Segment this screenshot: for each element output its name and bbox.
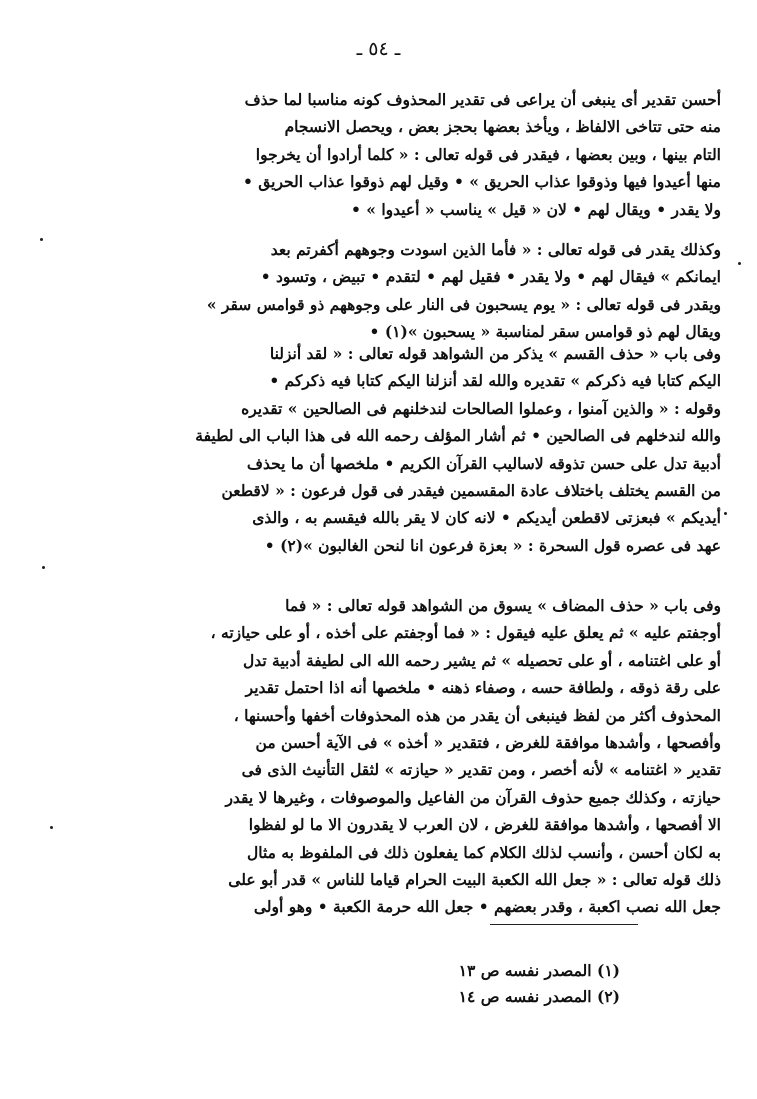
footnote-2: (٢) المصدر نفسه ص ١٤ — [458, 987, 620, 1006]
footnotes — [300, 958, 620, 1010]
text-line: حيازته ، وكذلك جميع حذوف القرآن من الفاعيل والموصوفات ، وغيرها لا يقدر — [225, 787, 721, 807]
scan-speck — [50, 826, 53, 829]
text-line: أدبية تدل على حسن تذوقه لاساليب القرآن الكريم • ملخصها أن ما يحذف — [246, 453, 721, 473]
text-line: ايمانكم » فيقال لهم • ولا يقدر • فقيل لهم • لتقدم • تبيض ، وتسود • — [260, 267, 721, 287]
page-number: ـ ٥٤ ـ — [356, 38, 401, 60]
text-line: ولا يقدر • ويقال لهم • لان « قيل » يناسب « أعيدوا » • — [350, 199, 721, 219]
text-line: وكذلك يقدر فى قوله تعالى : « فأما الذين اسودت وجوههم أكفرتم بعد — [270, 240, 721, 259]
paragraph-1 — [96, 86, 721, 223]
text-line: ذلك قوله تعالى : « جعل الله الكعبة البيت الحرام قياما للناس » قدر أبو على — [228, 870, 721, 890]
paragraph-3 — [96, 340, 721, 559]
footnote-1: (١) المصدر نفسه ص ١٣ — [458, 961, 620, 980]
text-line: أحسن تقدير أى ينبغى أن يراعى فى تقدير المحذوف كونه مناسبا لما حذف — [244, 90, 721, 109]
scan-speck — [40, 238, 43, 241]
text-line: أوجفتم عليه » ثم يعلق عليه فيقول : « فما أوجفتم على أخذه ، أو على حيازته ، — [210, 623, 721, 643]
scan-speck — [42, 566, 45, 569]
paragraph-4 — [96, 592, 721, 921]
text-line: وقوله : « والذين آمنوا ، وعملوا الصالحات لندخلنهم فى الصالحين » تقديره — [241, 398, 721, 418]
text-line: على رقة ذوقه ، ولطافة حسه ، وصفاء ذهنه • ملخصها أنه اذا احتمل تقدير — [245, 678, 721, 698]
text-line: به لكان أحسن ، وأنسب لذلك الكلام كما يفعلون ذلك فى الملفوظ به مثال — [246, 842, 721, 862]
text-line: منها أعيدوا فيها وذوقوا عذاب الحريق » • وقيل لهم ذوقوا عذاب الحريق • — [242, 172, 721, 192]
text-line: والله لندخلهم فى الصالحين • ثم أشار المؤلف رحمه الله فى هذا الباب الى لطيفة — [195, 426, 721, 446]
scan-speck — [738, 262, 741, 265]
paragraph-2 — [96, 236, 721, 346]
text-line: أو على اغتنامه ، أو على تحصيله » ثم يشير رحمه الله الى لطيفة أدبية تدل — [242, 650, 721, 670]
text-line: من القسم يختلف باختلاف عادة المقسمين فيقدر فى قول فرعون : « لاقطعن — [221, 481, 721, 501]
text-line: ويقدر فى قوله تعالى : « يوم يسحبون فى النار على وجوههم ذو قوامس سقر » — [206, 294, 721, 314]
scan-speck — [724, 512, 727, 515]
text-line: المحذوف أكثر من لفظ فينبغى أن يقدر من هذه المحذوفات أخفها وأحسنها ، — [233, 705, 721, 725]
text-line: الا أفصحها ، وأشدها موافقة للغرض ، لان العرب لا يقدرون الا ما لو لفظوا — [248, 815, 721, 835]
text-line: أيديكم » فبعزتى لاقطعن أيديكم • لانه كان لا يقر بالله فيقسم به ، والذى — [252, 508, 721, 528]
text-line: وفى باب « حذف المضاف » يسوق من الشواهد قوله تعالى : « فما — [285, 596, 721, 615]
text-line: وفى باب « حذف القسم » يذكر من الشواهد قوله تعالى : « لقد أنزلنا — [269, 344, 721, 363]
text-line: وأفصحها ، وأشدها موافقة للغرض ، فتقدير « أخذه » فى الآية أحسن من — [255, 733, 721, 753]
text-line: اليكم كتابا فيه ذكركم » تقديره والله لقد أنزلنا اليكم كتابا فيه ذكركم • — [269, 371, 721, 391]
text-line: جعل الله نصب اكعبة ، وقدر بعضهم • جعل الله حرمة الكعبة • وهو أولى — [253, 897, 721, 917]
text-line: التام بينها ، وبين بعضها ، فيقدر فى قوله تعالى : « كلما أرادوا أن يخرجوا — [255, 144, 721, 164]
footnote-separator — [490, 924, 638, 925]
text-line: تقدير « اغتنامه » لأنه أخصر ، ومن تقدير « حيازته » لثقل التأنيث الذى فى — [241, 760, 721, 780]
text-line: عهد فى عصره قول السحرة : « بعزة فرعون انا لنحن الغالبون »(٢) • — [264, 535, 721, 555]
text-line: ويقال لهم ذو قوامس سقر لمناسبة « يسحبون »(١) • — [369, 322, 721, 342]
text-line: منه حتى تتاخى الالفاظ ، ويأخذ بعضها بحجز بعض ، ويحصل الانسجام — [284, 117, 721, 137]
